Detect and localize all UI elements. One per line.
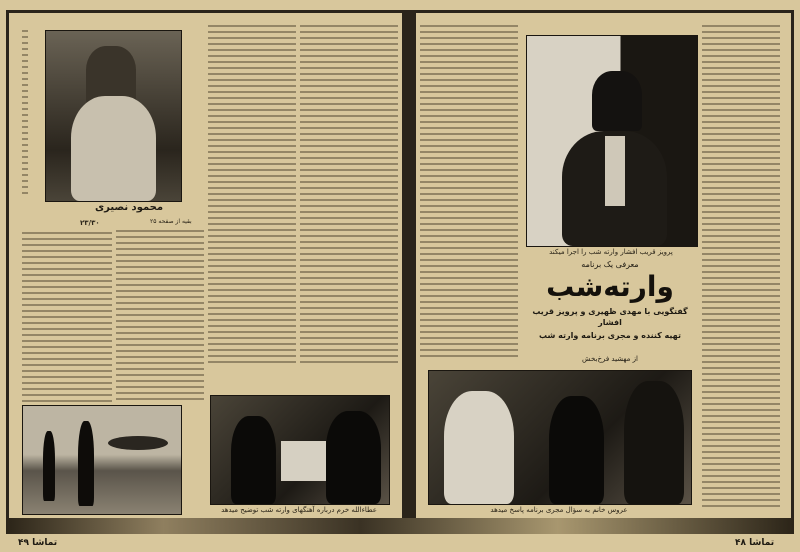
interview-photo-caption: عطاءالله خرم درباره آهنگهای وارته شب توضیح میدهد [221, 506, 377, 514]
photo-interview [210, 395, 390, 505]
bride-photo-caption: عروس خانم به سؤال مجری برنامه پاسخ میدهد [490, 506, 628, 514]
photo-bride [428, 370, 692, 505]
text-column [208, 25, 296, 365]
text-column [300, 25, 398, 365]
footer-left: تماشا ۴۹ [18, 538, 58, 548]
footer-right: تماشا ۴۸ [735, 538, 775, 548]
text-column [22, 232, 112, 403]
byline: از مهشید فرخ‌بخش [582, 355, 638, 363]
photo-side-caption [22, 30, 28, 195]
spine-divider [402, 10, 416, 522]
subtitle-line-1: گفتگویی با مهدی ظهیری و پرویز قریب افشار [532, 307, 688, 327]
main-photo-caption: پرویز قریب افشار وارته شب را اجرا میکند [549, 248, 673, 256]
continued-note: بقیه از صفحه ۲۵ [150, 218, 192, 225]
kicker: معرفی یک برنامه [581, 260, 639, 269]
text-column [420, 25, 518, 360]
interviewee-name: محمود نصیری [95, 202, 164, 213]
photo-helicopter [22, 405, 182, 515]
photo-mahmoud-nasiri [45, 30, 182, 202]
article-title: وارته‌شب [546, 270, 674, 303]
photo-parviz-gharib-afshar [526, 35, 698, 247]
subtitle-line-2: تهیه کننده و مجری برنامه وارته شب [539, 331, 681, 340]
bottom-band [6, 518, 794, 534]
text-column [702, 25, 780, 510]
time-note: ۲۳/۳۰ [80, 219, 100, 227]
text-column [116, 230, 204, 403]
